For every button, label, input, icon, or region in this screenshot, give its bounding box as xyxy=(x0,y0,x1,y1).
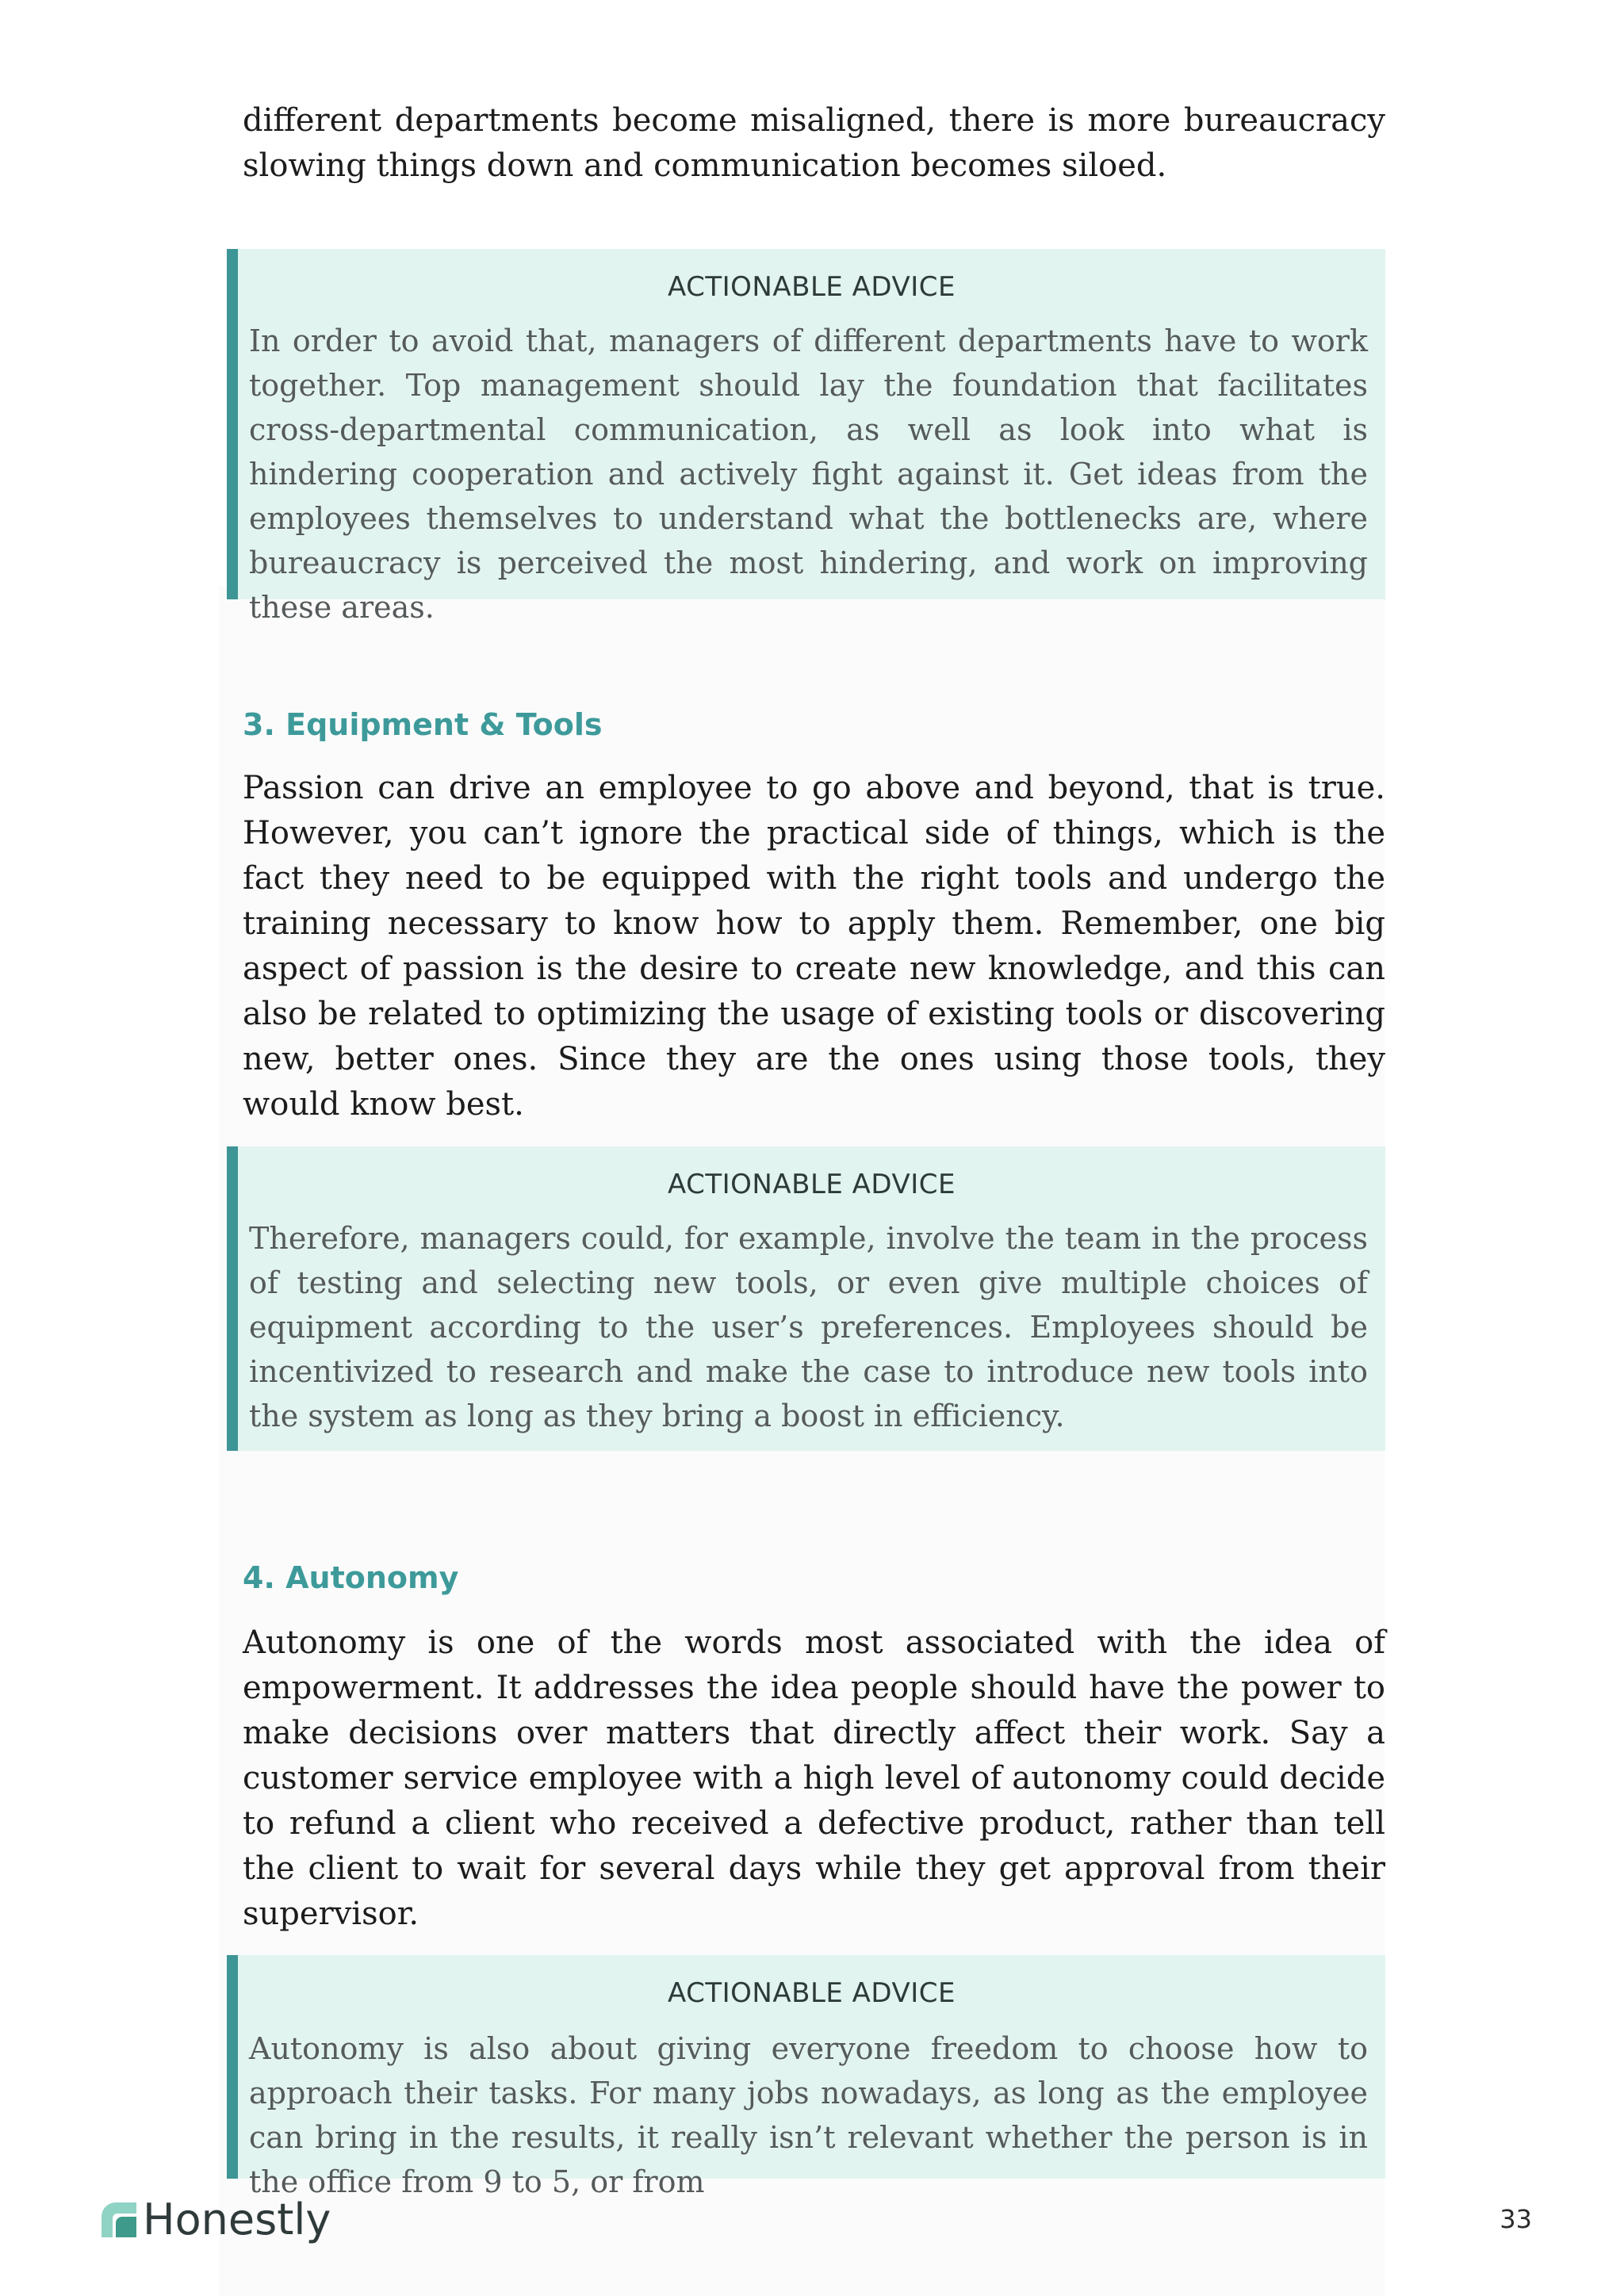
honestly-logo xyxy=(98,2196,331,2244)
advice-text: Autonomy is also about giving everyone freedom to choose how to approach their tasks. For many jobs nowadays, as long as the employee can bring in the results, it really isn’t relevant whether the person is in the office from 9 to 5, or from xyxy=(249,2031,1368,2199)
advice-box-2 xyxy=(227,1146,1385,1451)
advice-title: ACTIONABLE ADVICE xyxy=(667,1169,956,1200)
intro-paragraph: different departments become misaligned, there is more bureaucracy slowing things down and communication becomes siloed. xyxy=(243,102,1385,184)
advice-box-1 xyxy=(227,249,1385,625)
logo-text: Honestly xyxy=(143,2195,331,2244)
advice-title: ACTIONABLE ADVICE xyxy=(667,1977,956,2009)
section-heading-equipment-tools: 3. Equipment & Tools xyxy=(243,707,603,742)
advice-text: In order to avoid that, managers of different departments have to work together. Top management should lay the foundation that facilitates cross-departmental communication, as well as look into what is hindering cooperation and actively fight against it. Get ideas from the employees themselves to understand what the bottlenecks are, where bureaucracy is perceived the most hindering, and work on improving these areas. xyxy=(249,323,1368,625)
advice-text: Therefore, managers could, for example, involve the team in the process of testing and selecting new tools, or even give multiple choices of equipment according to the user’s preferences. Employees should be incentivized to research and make the case to introduce new tools into the system as long as they bring a boost in efficiency. xyxy=(249,1221,1368,1433)
honestly-logo-icon xyxy=(98,2199,140,2241)
advice-box-3 xyxy=(227,1955,1385,2199)
advice-title: ACTIONABLE ADVICE xyxy=(667,271,956,303)
page-number: 33 xyxy=(1500,2204,1532,2234)
section-3-paragraph: Passion can drive an employee to go above and beyond, that is true. However, you can’t ignore the practical side of things, which is the fact they need to be equipped with the right tools and undergo the training necessary to know how to apply them. Remember, one big aspect of passion is the desire to create new knowledge, and this can also be related to optimizing the usage of existing tools or discovering new, better ones. Since they are the ones using those tools, they would know best. xyxy=(243,770,1385,1123)
section-4-paragraph: Autonomy is one of the words most associated with the idea of empowerment. It addresses the idea people should have the power to make decisions over matters that directly affect their work. Say a customer service employee with a high level of autonomy could decide to refund a client who received a defective product, rather than tell the client to wait for several days while they get approval from their supervisor. xyxy=(243,1624,1385,1932)
section-heading-autonomy: 4. Autonomy xyxy=(243,1560,459,1595)
